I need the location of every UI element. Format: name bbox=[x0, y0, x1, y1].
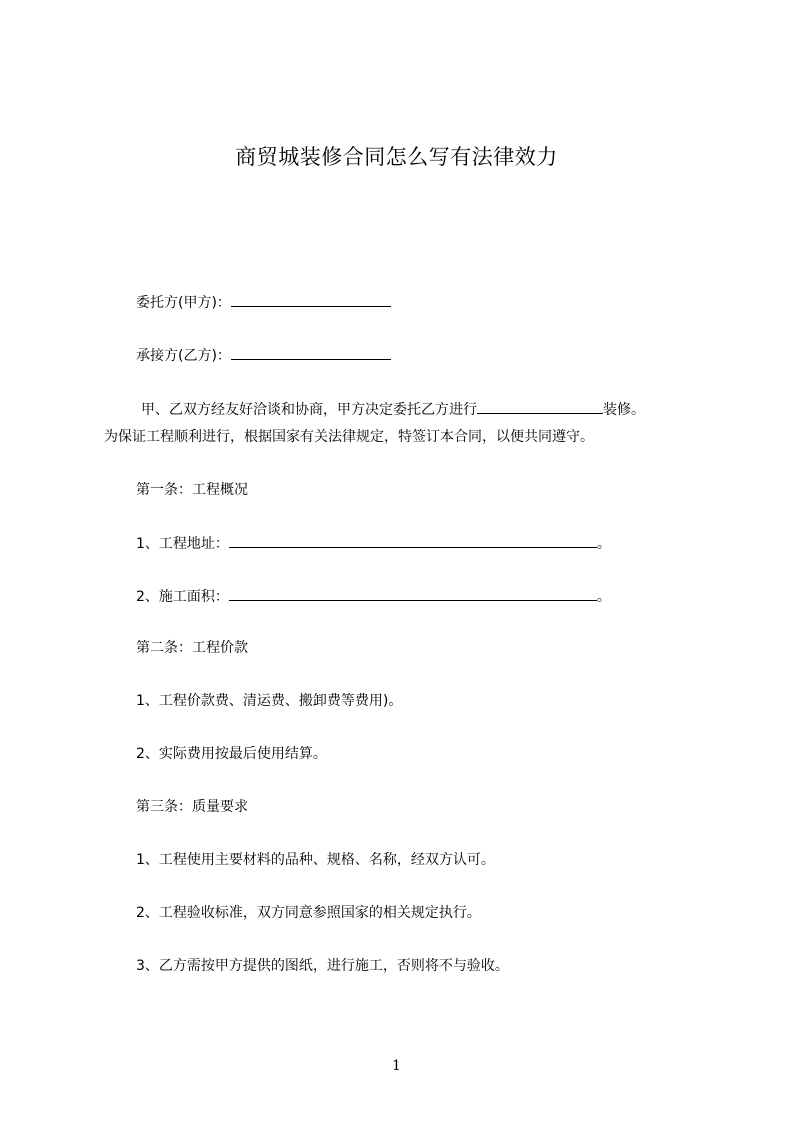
page-number: 1 bbox=[392, 1058, 401, 1074]
article2-item2: 2、实际费用按最后使用结算。 bbox=[136, 746, 327, 762]
item1-period: 。 bbox=[596, 536, 611, 552]
article3-item1: 1、工程使用主要材料的品种、规格、名称，经双方认可。 bbox=[136, 852, 495, 868]
party-b-line bbox=[136, 344, 391, 366]
construction-area-label: 2、施工面积： bbox=[136, 589, 229, 605]
article2-heading: 第二条：工程价款 bbox=[136, 640, 248, 656]
construction-area-blank bbox=[229, 585, 597, 601]
intro-paragraph-line2: 为保证工程顺利进行，根据国家有关法律规定，特签订本合同，以便共同遵守。 bbox=[104, 429, 594, 445]
intro-paragraph-line1 bbox=[141, 398, 645, 420]
article2-item1: 1、工程价款费、清运费、搬卸费等费用)。 bbox=[136, 693, 403, 709]
party-a-label: 委托方(甲方)： bbox=[136, 295, 231, 311]
article3-item3: 3、乙方需按甲方提供的图纸，进行施工，否则将不与验收。 bbox=[136, 958, 509, 974]
intro-text-part2: 装修。 bbox=[603, 402, 645, 418]
party-b-blank bbox=[231, 344, 391, 360]
article3-item2: 2、工程验收标准，双方同意参照国家的相关规定执行。 bbox=[136, 905, 481, 921]
article1-item2 bbox=[136, 585, 611, 607]
party-b-label: 承接方(乙方)： bbox=[136, 348, 231, 364]
item2-period: 。 bbox=[596, 589, 611, 605]
project-address-blank bbox=[229, 532, 597, 548]
decoration-type-blank bbox=[477, 398, 603, 414]
party-a-blank bbox=[231, 291, 391, 307]
article1-heading: 第一条：工程概况 bbox=[136, 482, 248, 498]
article1-item1 bbox=[136, 532, 611, 554]
document-title: 商贸城装修合同怎么写有法律效力 bbox=[235, 145, 558, 169]
article3-heading: 第三条：质量要求 bbox=[136, 799, 248, 815]
project-address-label: 1、工程地址： bbox=[136, 536, 229, 552]
intro-text-part1: 甲、乙双方经友好洽谈和协商，甲方决定委托乙方进行 bbox=[141, 402, 477, 418]
party-a-line bbox=[136, 291, 391, 313]
